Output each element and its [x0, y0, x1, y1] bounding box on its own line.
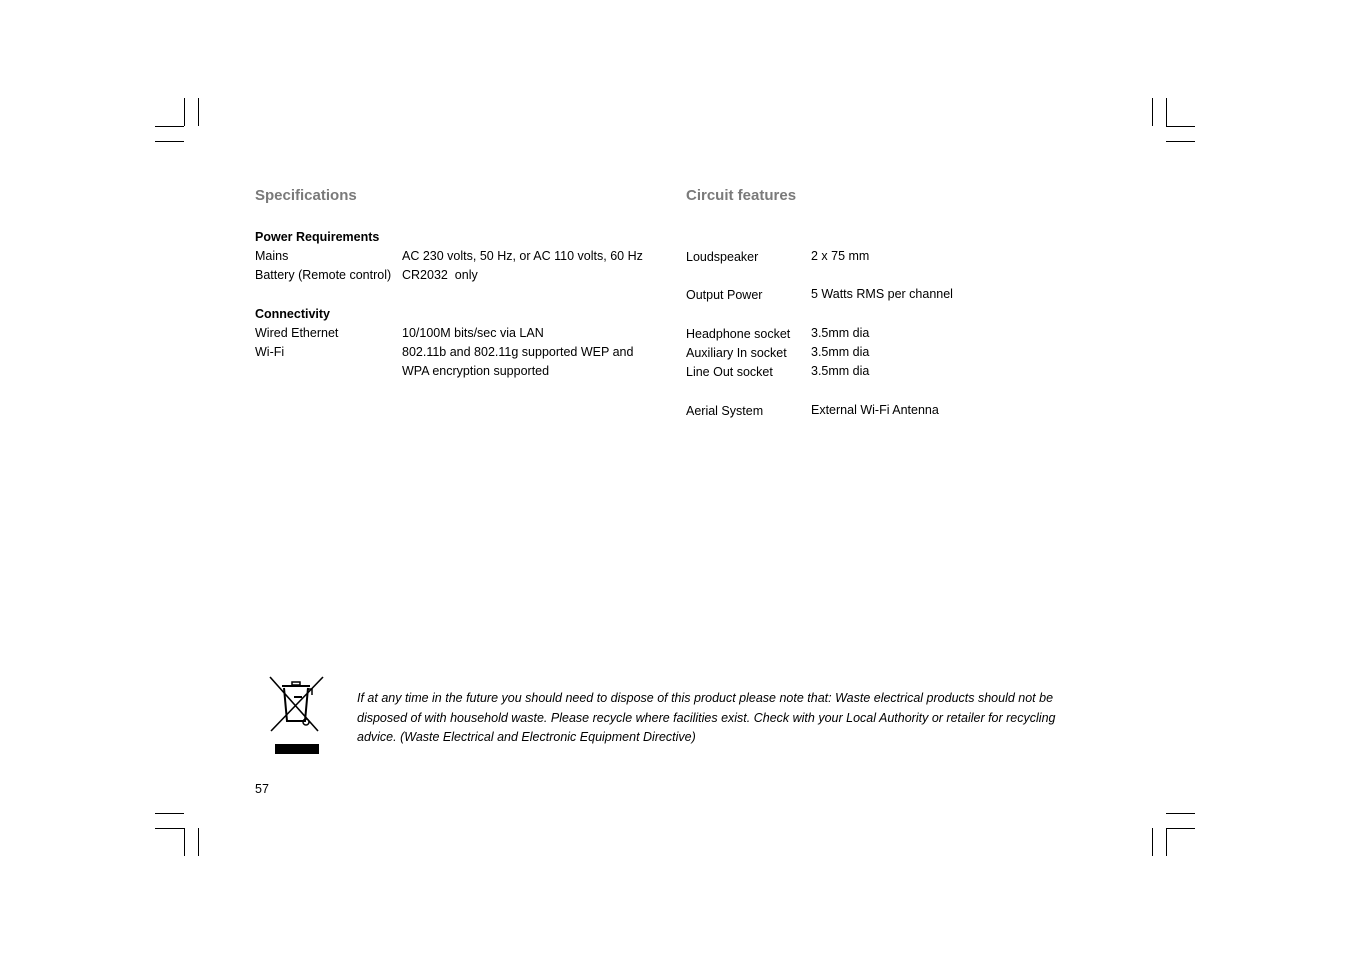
spec-value-mains: AC 230 volts, 50 Hz, or AC 110 volts, 60 Hz	[402, 249, 643, 263]
page-number: 57	[255, 782, 269, 796]
circuit-value-headphone: 3.5mm dia	[811, 326, 870, 340]
circuit-value-loudspeaker: 2 x 75 mm	[811, 249, 870, 263]
spec-value-wired-ethernet: 10/100M bits/sec via LAN	[402, 326, 544, 340]
circuit-value-aux-in: 3.5mm dia	[811, 345, 870, 359]
spec-label-battery: Battery (Remote control)	[255, 268, 392, 282]
circuit-features-heading: Circuit features	[686, 187, 797, 204]
circuit-label-loudspeaker: Loudspeaker	[686, 250, 759, 264]
spec-label-wired-ethernet: Wired Ethernet	[255, 326, 339, 340]
power-requirements-title: Power Requirements	[255, 230, 380, 244]
spec-value-battery: CR2032 only	[402, 268, 478, 282]
circuit-label-headphone: Headphone socket	[686, 327, 791, 341]
circuit-label-aux-in: Auxiliary In socket	[686, 346, 787, 360]
circuit-value-output-power: 5 Watts RMS per channel	[811, 287, 953, 301]
circuit-label-output-power: Output Power	[686, 288, 763, 302]
weee-disposal-note: If at any time in the future you should need to dispose of this product please note that: Waste electrical products should not be disposed of with household waste. Please recycle where facilities exist. Check with your Local Authority or retailer for recycling advice. (Waste Electrical and Electronic Equipment Directive)	[357, 691, 1056, 744]
circuit-value-aerial: External Wi-Fi Antenna	[811, 403, 939, 417]
connectivity-title: Connectivity	[255, 307, 331, 321]
spec-value-wifi-line2: WPA encryption supported	[402, 364, 550, 378]
specifications-heading: Specifications	[255, 187, 357, 204]
spec-label-wifi: Wi-Fi	[255, 345, 285, 359]
circuit-value-line-out: 3.5mm dia	[811, 364, 870, 378]
spec-label-mains: Mains	[255, 249, 289, 263]
circuit-label-line-out: Line Out socket	[686, 365, 773, 379]
spec-value-wifi: 802.11b and 802.11g supported WEP and	[402, 345, 634, 359]
circuit-label-aerial: Aerial System	[686, 404, 764, 418]
crossed-out-wheelie-bin-icon	[268, 675, 326, 757]
